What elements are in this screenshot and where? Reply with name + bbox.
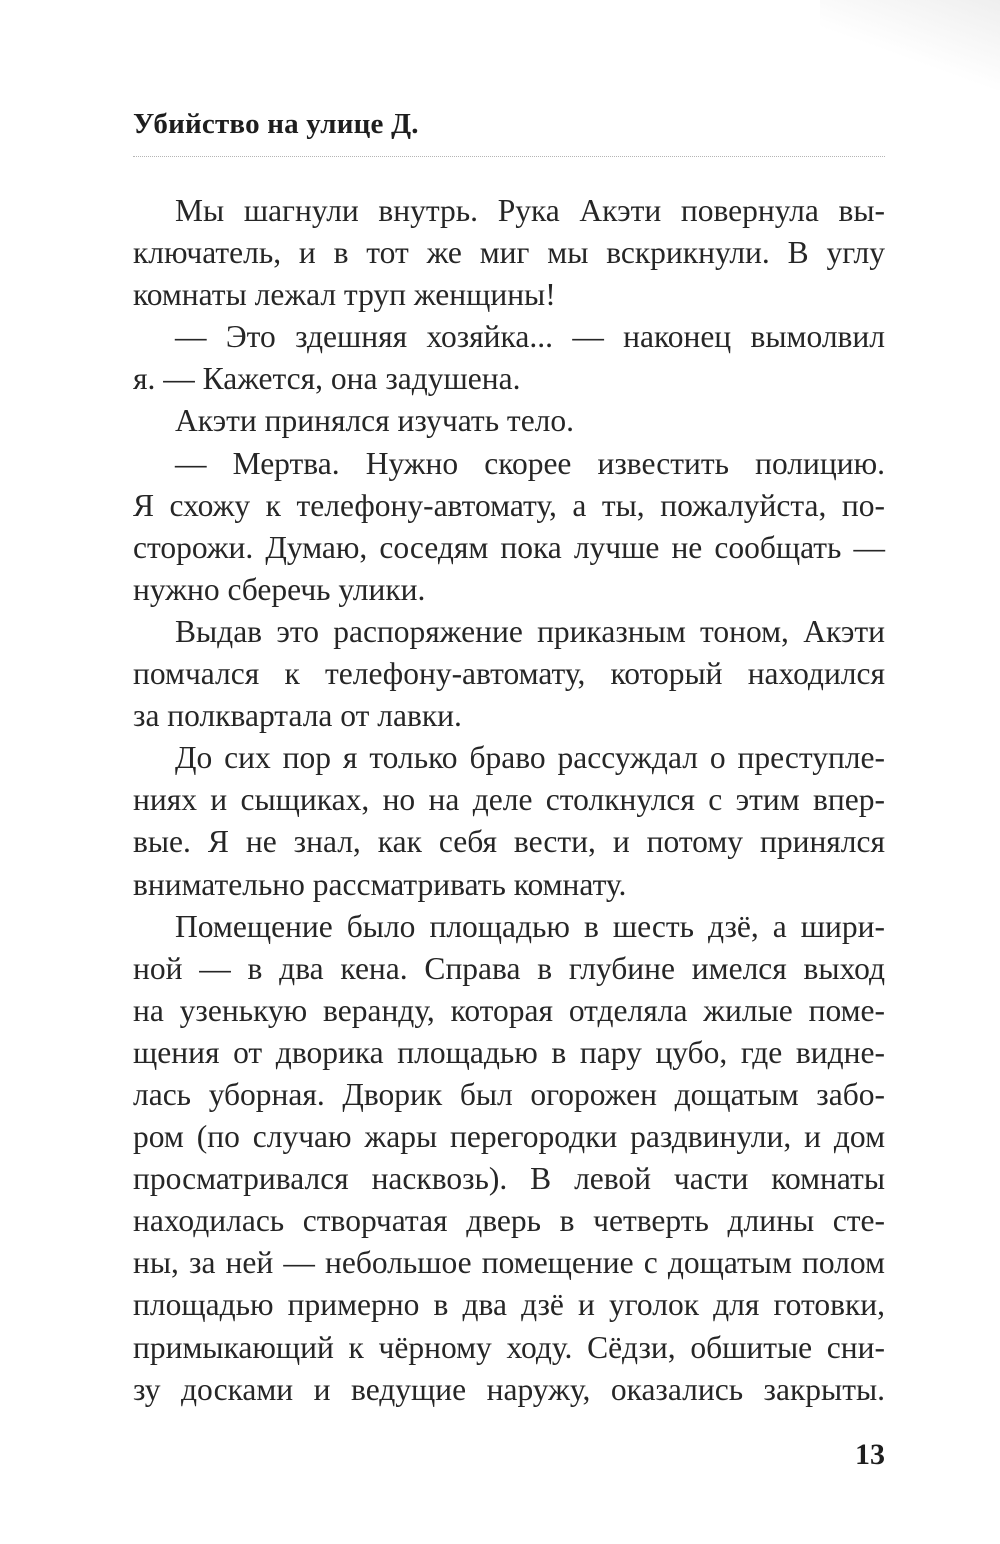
text-line: примыкающий к чёрному ходу. Сёдзи, обшитые сни- (133, 1329, 885, 1365)
header-rule (133, 156, 885, 157)
body-text (133, 190, 885, 1411)
text-line: вые. Я не знал, как себя вести, и потому принялся (133, 824, 885, 860)
text-line: на узенькую веранду, которая отделяла жилые поме- (133, 992, 885, 1028)
text-line: щения от дворика площадью в пару цубо, где видне- (133, 1034, 885, 1070)
text-line: Помещение было площадью в шесть дзё, а шири- (175, 908, 885, 944)
text-line: ной — в два кена. Справа в глубине имелся выход (133, 950, 885, 986)
page-corner-shading (820, 0, 1000, 90)
text-line: — Мертва. Нужно скорее известить полицию. (175, 445, 885, 481)
text-line: находилась створчатая дверь в четверть длины сте- (133, 1203, 885, 1239)
text-line: за полквартала от лавки. (133, 698, 462, 734)
text-line: Мы шагнули внутрь. Рука Акэти повернула вы- (175, 193, 885, 228)
text-line: ключатель, и в тот же миг мы вскрикнули. В углу (133, 235, 885, 271)
text-line: помчался к телефону-автомату, который находился (133, 656, 885, 692)
text-line: ниях и сыщиках, но на деле столкнулся с этим впер- (133, 782, 885, 818)
text-line: я. — Кажется, она задушена. (133, 361, 521, 397)
text-line: Выдав это распоряжение приказным тоном, Акэти (175, 613, 885, 649)
text-line: Акэти принялся изучать тело. (175, 403, 575, 439)
text-line: внимательно рассматривать комнату. (133, 866, 627, 902)
text-line: — Это здешняя хозяйка... — наконец вымолвил (175, 319, 885, 355)
text-line: ны, за ней — небольшое помещение с дощатым полом (133, 1245, 885, 1281)
text-line: Я схожу к телефону-автомату, а ты, пожалуйста, по- (133, 487, 885, 523)
text-line: нужно сберечь улики. (133, 571, 426, 607)
text-line: До сих пор я только браво рассуждал о преступле- (175, 740, 885, 776)
running-head: Убийство на улице Д. (133, 108, 419, 140)
text-line: комнаты лежал труп женщины! (133, 277, 556, 313)
text-line: ром (по случаю жары перегородки раздвинули, и дом (133, 1119, 885, 1155)
text-line: просматривался насквозь). В левой части комнаты (133, 1161, 885, 1197)
text-line: площадью примерно в два дзё и уголок для готовки, (133, 1287, 885, 1323)
text-line: сторожи. Думаю, соседям пока лучше не сообщать — (133, 529, 885, 565)
page-number: 13 (855, 1438, 885, 1471)
text-line: лась уборная. Дворик был огорожен дощатым забо- (133, 1076, 885, 1112)
text-line: зу досками и ведущие наружу, оказались закрыты. (133, 1371, 885, 1407)
